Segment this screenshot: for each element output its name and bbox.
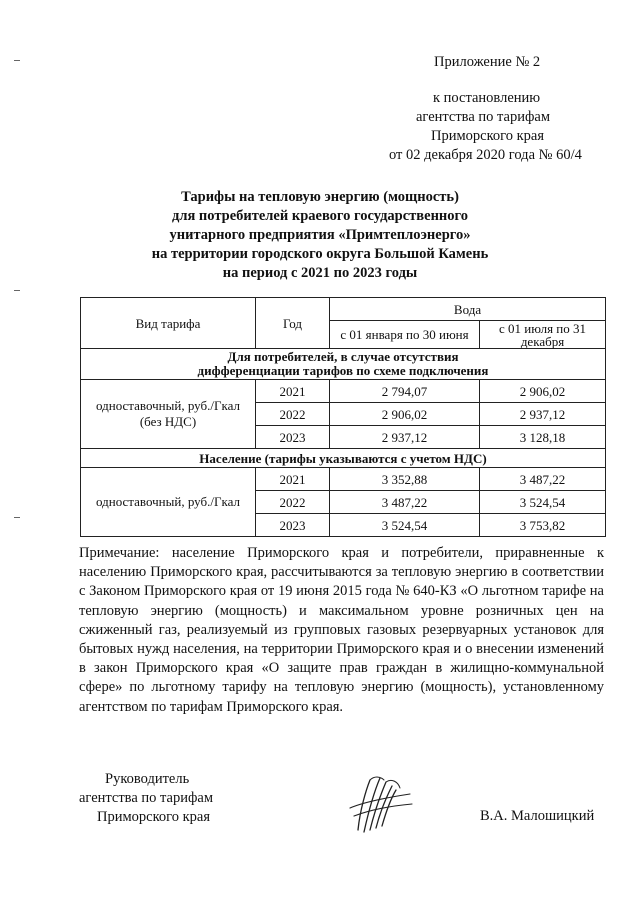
document-title <box>100 188 540 283</box>
table-cell-year: 2021 <box>256 380 330 403</box>
tariff-table <box>80 297 606 537</box>
table-cell-period-2: 3 753,82 <box>480 514 606 537</box>
table-cell-period-1: 3 352,88 <box>330 468 480 491</box>
appendix-line-1: к постановлению <box>433 90 541 106</box>
header-period-1: с 01 января по 30 июня <box>330 321 480 349</box>
scan-mark <box>14 290 20 291</box>
table-cell-period-1: 2 906,02 <box>330 403 480 426</box>
signatory-name: В.А. Малошицкий <box>480 808 595 824</box>
section-2-tariff-type: одноставочный, руб./Гкал <box>81 468 256 537</box>
header-water: Вода <box>330 298 606 321</box>
header-tariff-type: Вид тарифа <box>81 298 256 349</box>
handwritten-signature-icon <box>340 770 420 840</box>
table-cell-period-2: 3 128,18 <box>480 426 606 449</box>
scan-mark <box>14 60 20 61</box>
section-1-title: Для потребителей, в случае отсутствия дифференциации тарифов по схеме подключения <box>81 349 606 380</box>
appendix-number: Приложение № 2 <box>434 54 541 70</box>
table-cell-year: 2023 <box>256 426 330 449</box>
table-cell-period-2: 2 906,02 <box>480 380 606 403</box>
table-cell-period-1: 3 487,22 <box>330 491 480 514</box>
table-cell-period-1: 3 524,54 <box>330 514 480 537</box>
title-line-5: на период с 2021 по 2023 годы <box>222 265 418 281</box>
signatory-position <box>79 770 213 827</box>
table-cell-period-2: 3 487,22 <box>480 468 606 491</box>
table-cell-year: 2022 <box>256 491 330 514</box>
title-line-4: на территории городского округа Большой Камень <box>151 246 489 262</box>
title-line-1: Тарифы на тепловую энергию (мощность) <box>181 189 459 205</box>
position-line-1: Руководитель <box>105 771 190 787</box>
table-cell-year: 2022 <box>256 403 330 426</box>
table-cell-year: 2023 <box>256 514 330 537</box>
header-year: Год <box>256 298 330 349</box>
appendix-line-3: Приморского края <box>431 128 545 144</box>
appendix-line-4: от 02 декабря 2020 года № 60/4 <box>389 147 582 163</box>
section-1-tariff-type: одноставочный, руб./Гкал (без НДС) <box>81 380 256 449</box>
section-2-title: Население (тарифы указываются с учетом НДС) <box>81 449 606 468</box>
appendix-line-2: агентства по тарифам <box>416 109 550 125</box>
scan-mark <box>14 517 20 518</box>
table-cell-period-2: 2 937,12 <box>480 403 606 426</box>
title-line-2: для потребителей краевого государственного <box>171 208 468 224</box>
position-line-3: Приморского края <box>97 809 211 825</box>
title-line-3: унитарного предприятия «Примтеплоэнерго» <box>169 227 471 243</box>
header-period-2: с 01 июля по 31 декабря <box>480 321 606 349</box>
table-cell-year: 2021 <box>256 468 330 491</box>
table-cell-period-2: 3 524,54 <box>480 491 606 514</box>
table-cell-period-1: 2 794,07 <box>330 380 480 403</box>
position-line-2: агентства по тарифам <box>79 790 213 806</box>
table-cell-period-1: 2 937,12 <box>330 426 480 449</box>
note-paragraph: Примечание: население Приморского края и потребители, приравненные к населению Приморского края, рассчитываются за тепловую энергию в соответствии с Законом Приморского края от 19 июня 2015 года № 640-КЗ «О льготном тарифе на тепловую энергию (мощность) и максимальном уровне розничных цен на сжиженный газ, реализуемый из групповых газовых резервуарных установок для бытовых нужд населения, на территории Приморского края и о внесении изменений в закон Приморского края «О защите прав граждан в жилищно-коммунальной сфере» по льготному тарифу на тепловую энергию (мощность), установленному агентством по тарифам Приморского края. <box>79 545 604 715</box>
